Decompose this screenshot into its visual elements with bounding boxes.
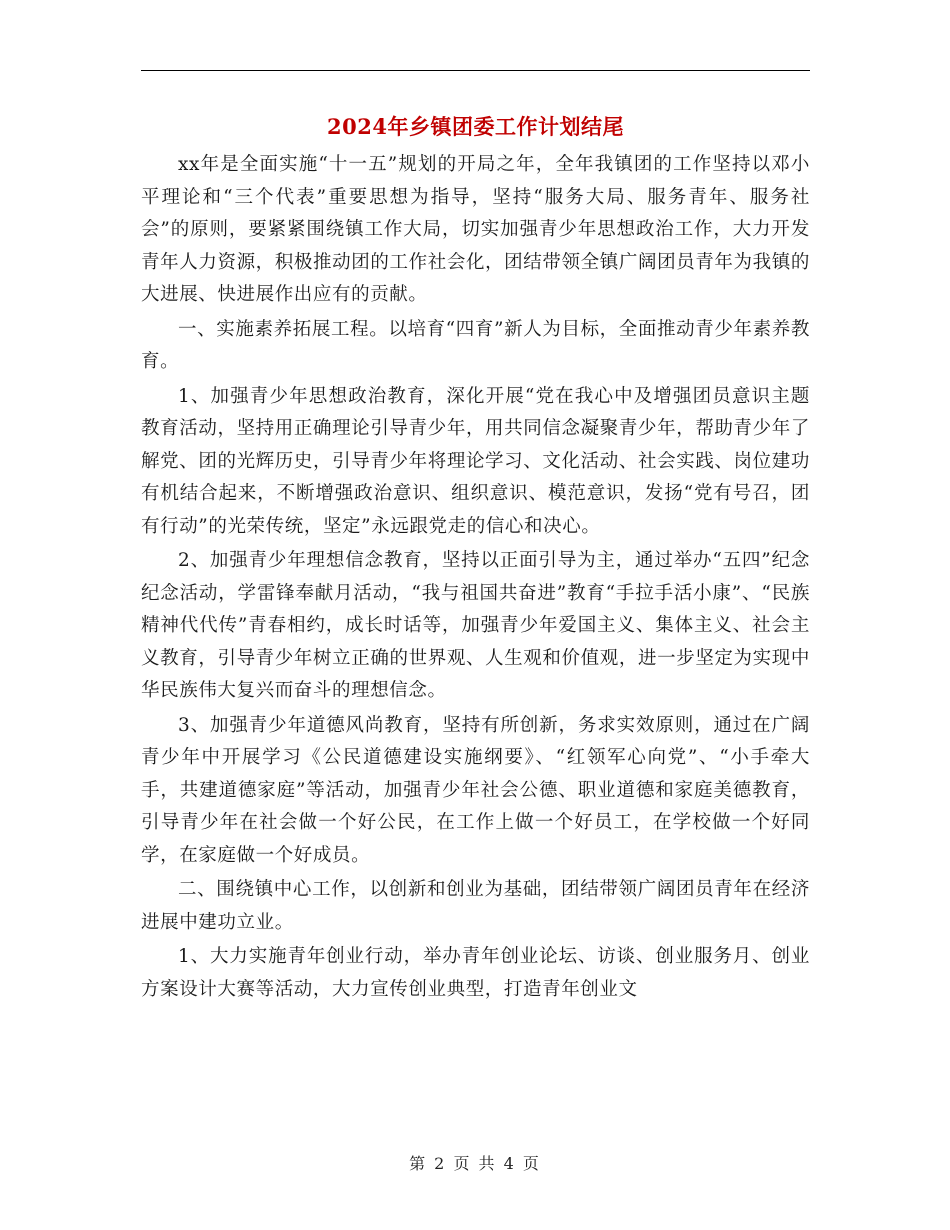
paragraph-section-2-heading: 二、围绕镇中心工作，以创新和创业为基础，团结带领广阔团员青年在经济进展中建功立业。 <box>141 879 810 933</box>
paragraph-section-1-heading: 一、实施素养拓展工程。以培育“四育”新人为目标，全面推动青少年素养教育。 <box>141 318 810 372</box>
page-number-footer <box>0 1151 950 1174</box>
document-title: 2024年乡镇团委工作计划结尾 <box>327 114 624 139</box>
page-number-label: 第 2 页 共 4 页 <box>409 1154 541 1173</box>
paragraph-item-1-1: 1、加强青少年思想政治教育，深化开展“党在我心中及增强团员意识主题教育活动，坚持用正确理论引导青少年，用共同信念凝聚青少年，帮助青少年了解党、团的光辉历史，引导青少年将理论学习、文化活动、社会实践、岗位建功有机结合起来，不断增强政治意识、组织意识、模范意识，发扬“党有号召，团有行动”的光荣传统，坚定”永远跟党走的信心和决心。 <box>141 385 810 537</box>
paragraph-item-2-1: 1、大力实施青年创业行动，举办青年创业论坛、访谈、创业服务月、创业方案设计大赛等活动，大力宣传创业典型，打造青年创业文 <box>141 946 810 1000</box>
paragraph-intro: xx年是全面实施“十一五”规划的开局之年，全年我镇团的工作坚持以邓小平理论和“三个代表”重要思想为指导，坚持“服务大局、服务青年、服务社会”的原则，要紧紧围绕镇工作大局，切实加强青少年思想政治工作，大力开发青年人力资源，积极推动团的工作社会化，团结带领全镇广阔团员青年为我镇的大进展、快进展作出应有的贡献。 <box>141 154 810 305</box>
paragraph-item-1-3: 3、加强青少年道德风尚教育，坚持有所创新，务求实效原则，通过在广阔青少年中开展学习《公民道德建设实施纲要》、“红领军心向党”、“小手牵大手，共建道德家庭”等活动，加强青少年社会公德、职业道德和家庭美德教育，引导青少年在社会做一个好公民，在工作上做一个好员工，在学校做一个好同学，在家庭做一个好成员。 <box>141 714 810 866</box>
paragraph-item-1-2: 2、加强青少年理想信念教育，坚持以正面引导为主，通过举办“五四”纪念纪念活动，学雷锋奉献月活动，“我与祖国共奋进”教育“手拉手活小康”、“民族精神代代传”青春相约，成长时话等，加强青少年爱国主义、集体主义、社会主义教育，引导青少年树立正确的世界观、人生观和价值观，进一步坚定为实现中华民族伟大复兴而奋斗的理想信念。 <box>141 550 810 701</box>
document-body <box>141 149 810 1008</box>
header-rule <box>141 70 810 71</box>
